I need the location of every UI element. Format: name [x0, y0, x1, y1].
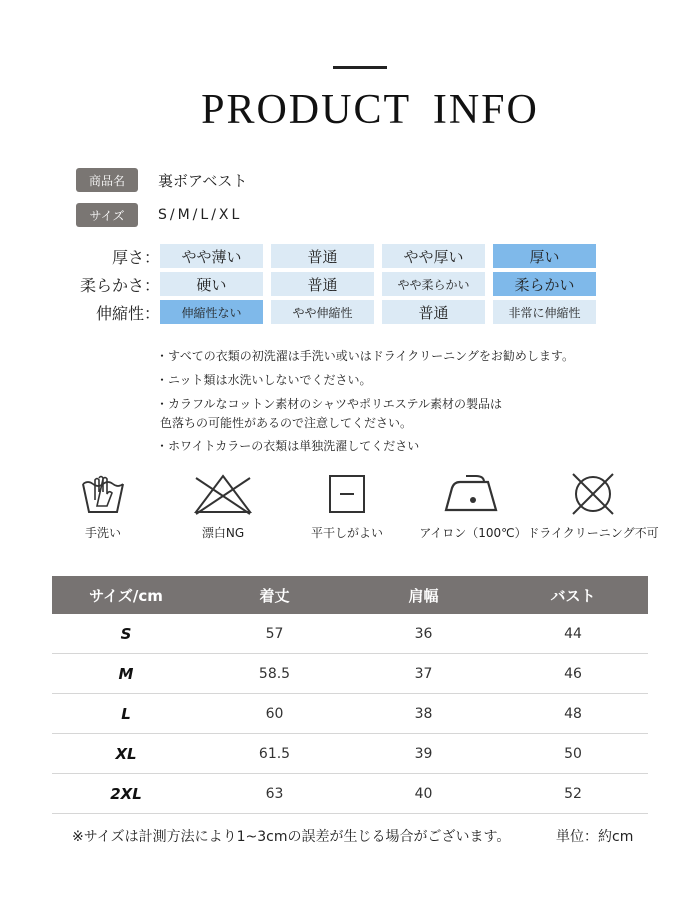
attribute-option: 非常に伸縮性 — [493, 300, 596, 324]
attribute-option: やや厚い — [382, 244, 485, 268]
measure-cell: 44 — [498, 614, 648, 654]
care-label: 平干しがよい — [310, 526, 383, 540]
attribute-option: 硬い — [160, 272, 263, 296]
attribute-option: やや柔らかい — [382, 272, 485, 296]
care-label: アイロン（100℃） — [419, 526, 527, 540]
measure-cell: 63 — [200, 774, 349, 814]
note-item: ・すべての衣類の初洗濯は手洗い或いはドライクリーニングをお勧めします。 — [156, 349, 574, 363]
table-row — [52, 694, 648, 734]
care-label: 手洗い — [84, 526, 121, 540]
size-row — [76, 203, 242, 227]
no-dry-clean-icon — [565, 470, 621, 518]
measure-cell: 39 — [349, 734, 498, 774]
size-cell: M — [52, 654, 200, 694]
care-hand-wash — [48, 470, 158, 540]
table-row — [52, 774, 648, 814]
attribute-option: 普通 — [271, 244, 374, 268]
attribute-option: やや伸縮性 — [271, 300, 374, 324]
unit-label: 単位：約cm — [556, 829, 634, 845]
size-badge: サイズ — [76, 203, 138, 227]
care-label: ドライクリーニング不可 — [527, 526, 659, 540]
attribute-row — [70, 244, 604, 268]
attribute-option: 普通 — [271, 272, 374, 296]
measure-cell: 50 — [498, 734, 648, 774]
table-row — [52, 654, 648, 694]
size-cell: L — [52, 694, 200, 734]
measure-cell: 58.5 — [200, 654, 349, 694]
measure-cell: 46 — [498, 654, 648, 694]
size-cell: XL — [52, 734, 200, 774]
note-item: ・カラフルなコットン素材のシャツやポリエステル素材の製品は — [156, 397, 502, 411]
attribute-option: 厚い — [493, 244, 596, 268]
measure-cell: 40 — [349, 774, 498, 814]
table-row — [52, 734, 648, 774]
table-row — [52, 614, 648, 654]
measure-cell: 36 — [349, 614, 498, 654]
measure-cell: 37 — [349, 654, 498, 694]
care-iron — [418, 470, 528, 540]
attribute-option: 普通 — [382, 300, 485, 324]
size-value: S/M/L/XL — [158, 207, 243, 223]
attribute-label: 厚さ： — [111, 247, 160, 267]
care-no-bleach — [168, 470, 278, 540]
title-accent-bar — [333, 66, 387, 69]
care-label: 漂白NG — [201, 526, 245, 540]
care-flat-dry — [292, 470, 402, 540]
column-header-shoulder: 肩幅 — [349, 576, 498, 614]
product-name-row — [76, 168, 247, 192]
column-header-size: サイズ/cm — [52, 576, 200, 614]
attribute-label: 柔らかさ： — [79, 275, 160, 295]
note-item: 色落ちの可能性があるので注意してください。 — [160, 416, 413, 430]
note-item: ・ニット類は水洗いしないでください。 — [156, 373, 372, 387]
column-header-bust: バスト — [498, 576, 648, 614]
no-bleach-icon — [190, 470, 256, 518]
attribute-row — [70, 272, 604, 296]
measure-cell: 57 — [200, 614, 349, 654]
measure-cell: 48 — [498, 694, 648, 734]
attribute-row — [70, 300, 604, 324]
measure-cell: 61.5 — [200, 734, 349, 774]
product-name-value: 裏ボアベスト — [158, 171, 248, 190]
measure-cell: 38 — [349, 694, 498, 734]
page-title: PRODUCT INFO — [201, 87, 539, 133]
hand-wash-icon — [73, 470, 133, 518]
table-header-row — [52, 576, 648, 614]
measure-cell: 60 — [200, 694, 349, 734]
size-table — [52, 576, 648, 814]
attribute-option: 伸縮性ない — [160, 300, 263, 324]
attribute-option: 柔らかい — [493, 272, 596, 296]
measure-cell: 52 — [498, 774, 648, 814]
product-name-badge: 商品名 — [76, 168, 138, 192]
iron-icon — [440, 470, 506, 518]
size-cell: S — [52, 614, 200, 654]
flat-dry-icon — [322, 470, 372, 518]
column-header-length: 着丈 — [200, 576, 349, 614]
care-no-dry-clean — [527, 470, 659, 540]
size-footnote: ※サイズは計測方法により1~3cmの誤差が生じる場合がございます。 — [72, 829, 511, 845]
attribute-option: やや薄い — [160, 244, 263, 268]
note-item: ・ホワイトカラーの衣類は単独洗濯してください — [156, 439, 420, 453]
size-cell: 2XL — [52, 774, 200, 814]
attribute-label: 伸縮性： — [95, 303, 160, 323]
